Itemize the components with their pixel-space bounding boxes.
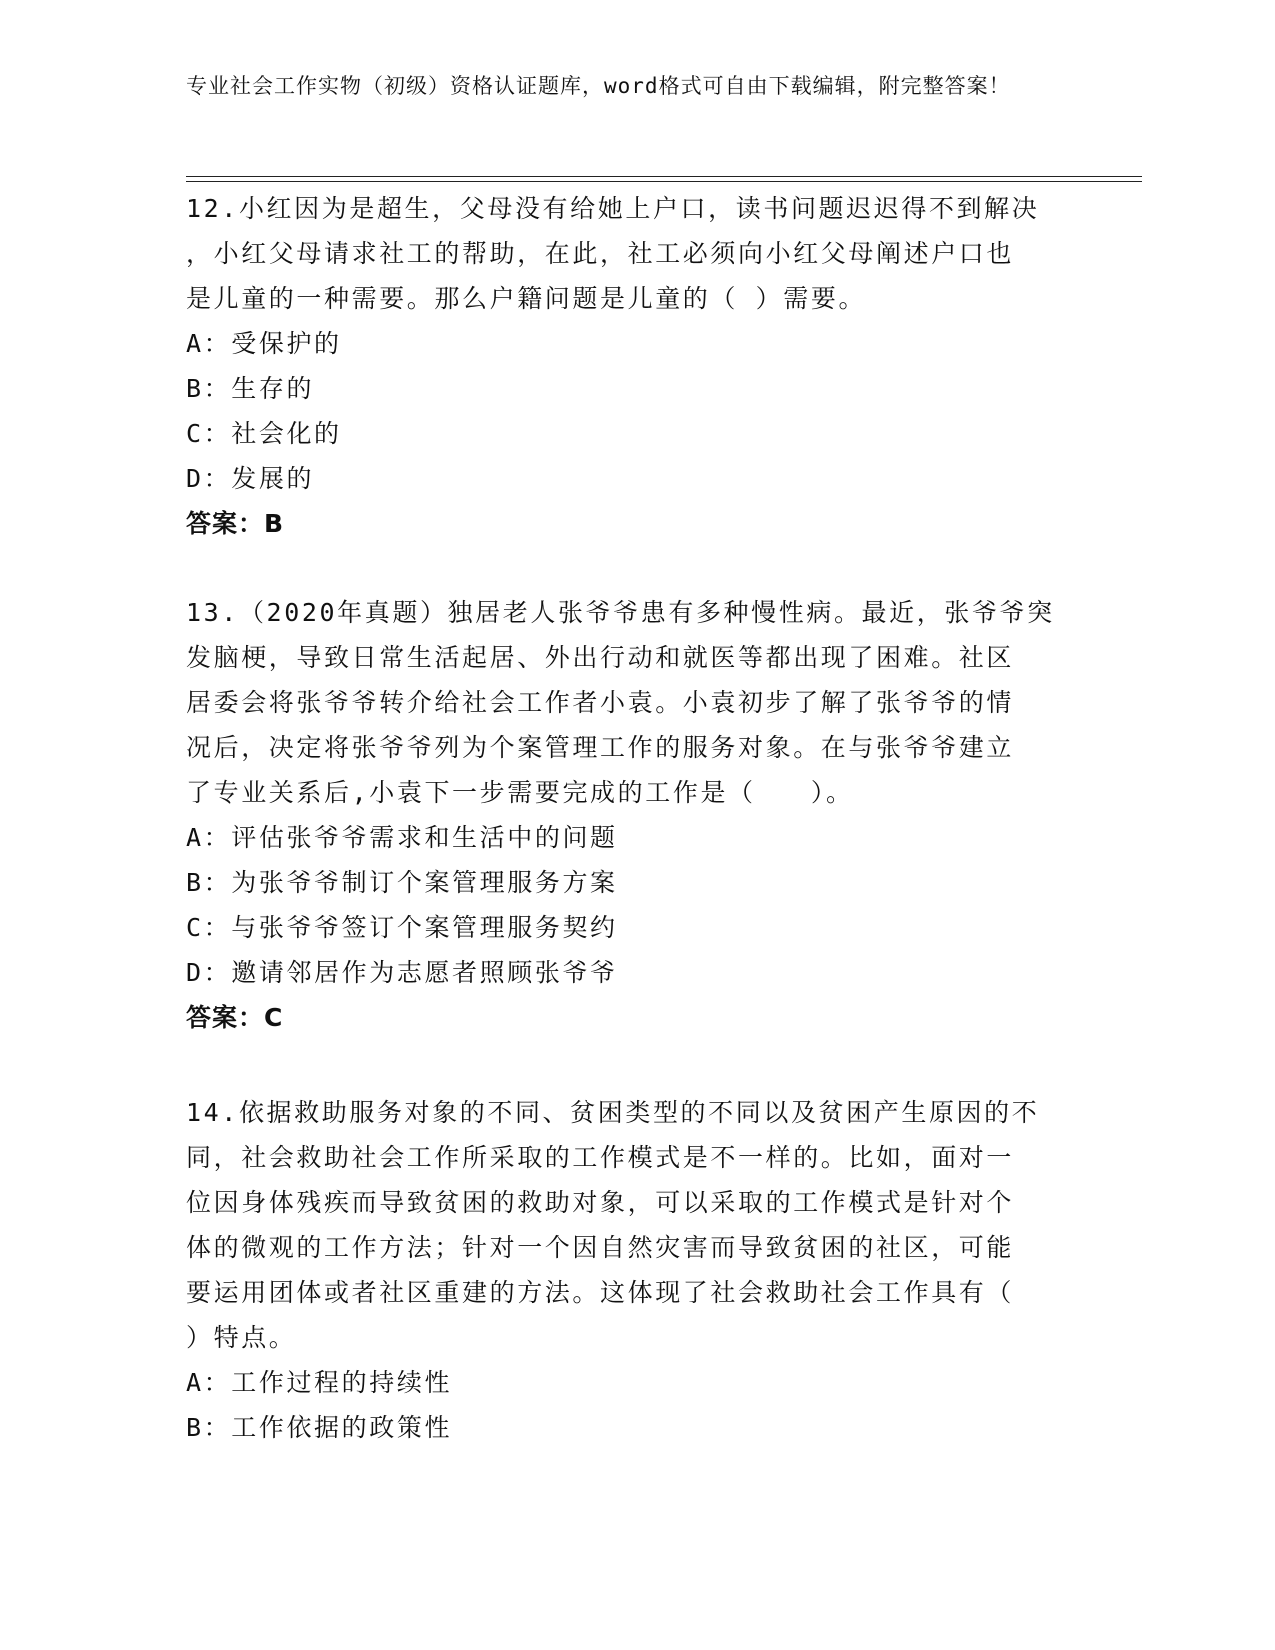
option-b: B：生存的 (186, 374, 315, 403)
stem-line: 同，社会救助社会工作所采取的工作模式是不一样的。比如，面对一 (186, 1143, 1015, 1172)
answer-label: 答案：C (186, 1003, 284, 1032)
option-c: C：与张爷爷签订个案管理服务契约 (186, 913, 618, 942)
question-stem (186, 1090, 1066, 1360)
stem-line: ）特点。 (186, 1323, 297, 1352)
option-d: D：发展的 (186, 464, 315, 493)
question-12 (186, 186, 1066, 546)
option-b: B：为张爷爷制订个案管理服务方案 (186, 868, 618, 897)
stem-line: 12.小红因为是超生，父母没有给她上户口，读书问题迟迟得不到解决 (186, 194, 1040, 223)
option-a: A：评估张爷爷需求和生活中的问题 (186, 823, 618, 852)
stem-line: 是儿童的一种需要。那么户籍问题是儿童的（ ）需要。 (186, 284, 867, 313)
document-header (186, 70, 1066, 103)
question-13 (186, 590, 1066, 1040)
header-rule-bottom (186, 181, 1142, 182)
stem-line: 况后，决定将张爷爷列为个案管理工作的服务对象。在与张爷爷建立 (186, 733, 1015, 762)
stem-line: 体的微观的工作方法；针对一个因自然灾害而导致贫困的社区，可能 (186, 1233, 1015, 1262)
option-a: A：工作过程的持续性 (186, 1368, 453, 1397)
stem-line: 位因身体残疾而导致贫困的救助对象，可以采取的工作模式是针对个 (186, 1188, 1015, 1217)
stem-line: ，小红父母请求社工的帮助，在此，社工必须向小红父母阐述户口也 (186, 239, 1015, 268)
stem-line: 居委会将张爷爷转介给社会工作者小袁。小袁初步了解了张爷爷的情 (186, 688, 1015, 717)
stem-line: 14.依据救助服务对象的不同、贫困类型的不同以及贫困产生原因的不 (186, 1098, 1040, 1127)
header-text: 专业社会工作实物（初级）资格认证题库，word格式可自由下载编辑，附完整答案！ (186, 74, 1011, 98)
stem-line: 发脑梗，导致日常生活起居、外出行动和就医等都出现了困难。社区 (186, 643, 1015, 672)
option-a: A：受保护的 (186, 329, 342, 358)
stem-line: 13.（2020年真题）独居老人张爷爷患有多种慢性病。最近，张爷爷突 (186, 598, 1055, 627)
question-stem (186, 590, 1066, 815)
option-c: C：社会化的 (186, 419, 342, 448)
question-14 (186, 1090, 1066, 1450)
stem-line: 了专业关系后,小袁下一步需要完成的工作是（ ）。 (186, 778, 854, 807)
option-b: B：工作依据的政策性 (186, 1413, 453, 1442)
stem-line: 要运用团体或者社区重建的方法。这体现了社会救助社会工作具有（ (186, 1278, 1015, 1307)
question-stem (186, 186, 1066, 321)
option-d: D：邀请邻居作为志愿者照顾张爷爷 (186, 958, 618, 987)
header-rule-top (186, 176, 1142, 177)
answer-label: 答案：B (186, 509, 285, 538)
